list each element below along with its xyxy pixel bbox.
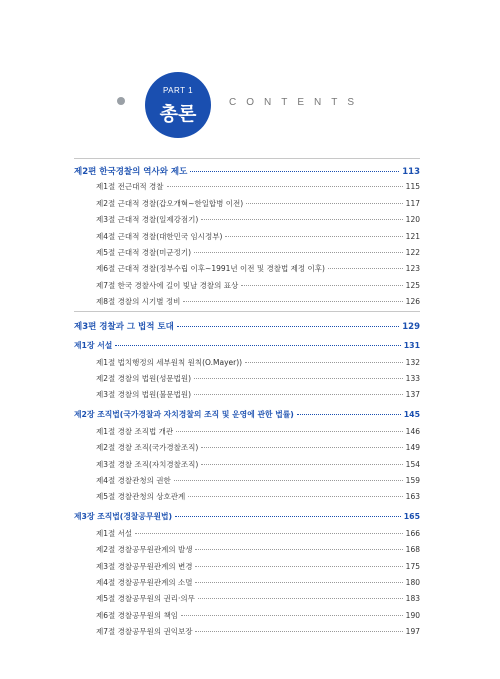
- toc-entry-label: 제6절 근대적 경찰(정부수립 이후~1991년 이전 및 경찰법 제정 이후): [96, 264, 325, 274]
- toc-entry-page: 121: [405, 231, 420, 241]
- toc-section-entry[interactable]: [74, 593, 420, 609]
- toc-entry-page: 113: [402, 167, 420, 177]
- toc-section-entry[interactable]: [74, 280, 420, 296]
- toc-entry-label: 제3편 경찰과 그 법적 토대: [74, 322, 174, 333]
- toc-entry-label: 제1절 전근대적 경찰: [96, 182, 164, 192]
- toc-part-entry[interactable]: [74, 320, 420, 336]
- toc-entry-label: 제2절 경찰의 법원(성문법원): [96, 374, 192, 383]
- toc-part-entry[interactable]: [74, 165, 420, 181]
- toc-entry-page: 126: [405, 297, 420, 307]
- dot-leader: [190, 171, 399, 172]
- section-divider: [74, 311, 420, 312]
- dot-leader: [177, 326, 399, 327]
- dot-leader: [188, 496, 402, 497]
- dot-leader: [195, 631, 402, 632]
- toc-section-entry[interactable]: [74, 577, 420, 593]
- toc-section-entry[interactable]: [74, 357, 420, 373]
- toc-entry-page: 154: [405, 459, 420, 469]
- toc-section-entry[interactable]: [74, 475, 420, 491]
- part-badge: [145, 72, 211, 138]
- toc-chapter-entry[interactable]: [74, 340, 420, 356]
- toc-entry-label: 제7절 경찰공무원의 권익보장: [96, 627, 193, 637]
- toc-entry-page: 180: [405, 578, 420, 587]
- toc-entry-label: 제5절 경찰공무원의 권리·의무: [96, 594, 195, 604]
- dot-leader: [194, 394, 403, 395]
- dot-leader: [198, 598, 403, 599]
- toc-entry-page: 165: [403, 512, 420, 522]
- toc-entry-label: 제4절 경찰공무원관계의 소멸: [96, 578, 193, 587]
- toc-entry-page: 129: [402, 322, 420, 333]
- toc-section-entry[interactable]: [74, 528, 420, 544]
- section-divider: [74, 158, 420, 159]
- dot-leader: [195, 566, 402, 567]
- dot-leader: [201, 464, 402, 465]
- toc-section-entry[interactable]: [74, 459, 420, 475]
- dot-leader: [181, 615, 403, 616]
- toc-entry-page: 163: [405, 492, 420, 502]
- toc-section-entry[interactable]: [74, 198, 420, 214]
- toc-entry-label: 제7절 한국 경찰사에 길이 빛날 경찰의 표상: [96, 280, 239, 290]
- toc-section-entry[interactable]: [74, 491, 420, 507]
- toc-section-entry[interactable]: [74, 263, 420, 279]
- toc-entry-label: 제1장 서설: [74, 341, 113, 351]
- toc-entry-label: 제5절 근대적 경찰(미군정기): [96, 248, 192, 257]
- toc-entry-label: 제6절 경찰공무원의 책임: [96, 610, 178, 620]
- toc-entry-page: 125: [405, 280, 420, 290]
- toc-entry-page: 115: [405, 182, 420, 192]
- toc-section-entry[interactable]: [74, 373, 420, 389]
- toc-entry-label: 제4절 근대적 경찰(대한민국 임시정부): [96, 231, 223, 241]
- toc-entry-page: 131: [403, 341, 420, 351]
- toc-entry-label: 제5절 경찰관청의 상호관계: [96, 492, 186, 502]
- toc-section-entry[interactable]: [74, 214, 420, 230]
- toc-chapter-entry[interactable]: [74, 511, 420, 527]
- toc-entry-page: 122: [405, 248, 420, 257]
- toc-section-entry[interactable]: [74, 296, 420, 312]
- dot-leader: [135, 533, 403, 534]
- toc-entry-page: 175: [405, 561, 420, 571]
- toc-section-entry[interactable]: [74, 626, 420, 642]
- toc-section-entry[interactable]: [74, 544, 420, 560]
- toc-entry-page: 132: [405, 357, 420, 367]
- bullet-dot: [117, 97, 125, 105]
- toc-entry-page: 183: [405, 594, 420, 604]
- dot-leader: [115, 345, 400, 346]
- dot-leader: [167, 186, 403, 187]
- toc-entry-label: 제8절 경찰의 시기별 정비: [96, 297, 181, 307]
- toc-section-entry[interactable]: [74, 389, 420, 405]
- dot-leader: [201, 219, 402, 220]
- toc-entry-label: 제3장 조직법(경찰공무원법): [74, 512, 173, 522]
- dot-leader: [297, 414, 401, 415]
- toc-entry-label: 제2장 조직법(국가경찰과 자치경찰의 조직 및 운영에 관한 법률): [74, 410, 294, 420]
- toc-entry-page: 197: [405, 627, 420, 637]
- toc-entry-label: 제4절 경찰관청의 권한: [96, 476, 171, 485]
- toc-entry-label: 제2절 경찰공무원관계의 발생: [96, 545, 193, 555]
- toc-entry-label: 제2절 경찰 조직(국가경찰조직): [96, 443, 199, 453]
- dot-leader: [225, 236, 402, 237]
- toc-entry-label: 제3절 경찰의 법원(불문법원): [96, 390, 192, 400]
- toc-entry-label: 제2절 근대적 경찰(갑오개혁~한일합병 이전): [96, 198, 244, 208]
- dot-leader: [174, 480, 403, 481]
- dot-leader: [176, 431, 403, 432]
- toc-section-entry[interactable]: [74, 610, 420, 626]
- toc-entry-label: 제3절 경찰 조직(자치경찰조직): [96, 459, 199, 469]
- toc-chapter-entry[interactable]: [74, 409, 420, 425]
- toc-entry-page: 133: [405, 374, 420, 383]
- toc-entry-label: 제1절 법치행정의 세부원칙 원칙(O.Mayer)): [96, 357, 243, 367]
- toc-section-entry[interactable]: [74, 181, 420, 197]
- toc-entry-label: 제1절 서설: [96, 528, 133, 538]
- toc-section-entry[interactable]: [74, 231, 420, 247]
- toc-section-entry[interactable]: [74, 561, 420, 577]
- toc-entry-label: 제3절 경찰공무원관계의 변경: [96, 561, 193, 571]
- toc-entry-page: 117: [405, 198, 420, 208]
- toc-entry-label: 제2편 한국경찰의 역사와 제도: [74, 167, 188, 177]
- contents-heading: CONTENTS: [229, 97, 364, 108]
- toc-entry-page: 146: [405, 426, 420, 436]
- dot-leader: [195, 582, 402, 583]
- dot-leader: [328, 268, 403, 269]
- dot-leader: [183, 301, 402, 302]
- toc-entry-page: 120: [405, 215, 420, 225]
- toc-section-entry[interactable]: [74, 442, 420, 458]
- toc-entry-page: 137: [405, 390, 420, 400]
- toc-entry-page: 149: [405, 443, 420, 453]
- dot-leader: [246, 203, 402, 204]
- toc-entry-label: 제1절 경찰 조직법 개관: [96, 426, 174, 436]
- toc-entry-label: 제3절 근대적 경찰(일제강점기): [96, 215, 199, 225]
- toc-section-entry[interactable]: [74, 426, 420, 442]
- dot-leader: [194, 378, 403, 379]
- part-title: 총론: [159, 103, 197, 125]
- part-label: PART 1: [162, 86, 194, 95]
- dot-leader: [194, 252, 403, 253]
- dot-leader: [175, 516, 401, 517]
- dot-leader: [195, 549, 402, 550]
- toc-entry-page: 168: [405, 545, 420, 555]
- dot-leader: [241, 285, 402, 286]
- dot-leader: [201, 447, 402, 448]
- toc-entry-page: 123: [405, 264, 420, 274]
- toc-entry-page: 159: [405, 476, 420, 485]
- toc-section-entry[interactable]: [74, 247, 420, 263]
- toc-entry-page: 145: [403, 410, 420, 420]
- dot-leader: [245, 362, 403, 363]
- toc-entry-page: 190: [405, 610, 420, 620]
- toc-entry-page: 166: [405, 528, 420, 538]
